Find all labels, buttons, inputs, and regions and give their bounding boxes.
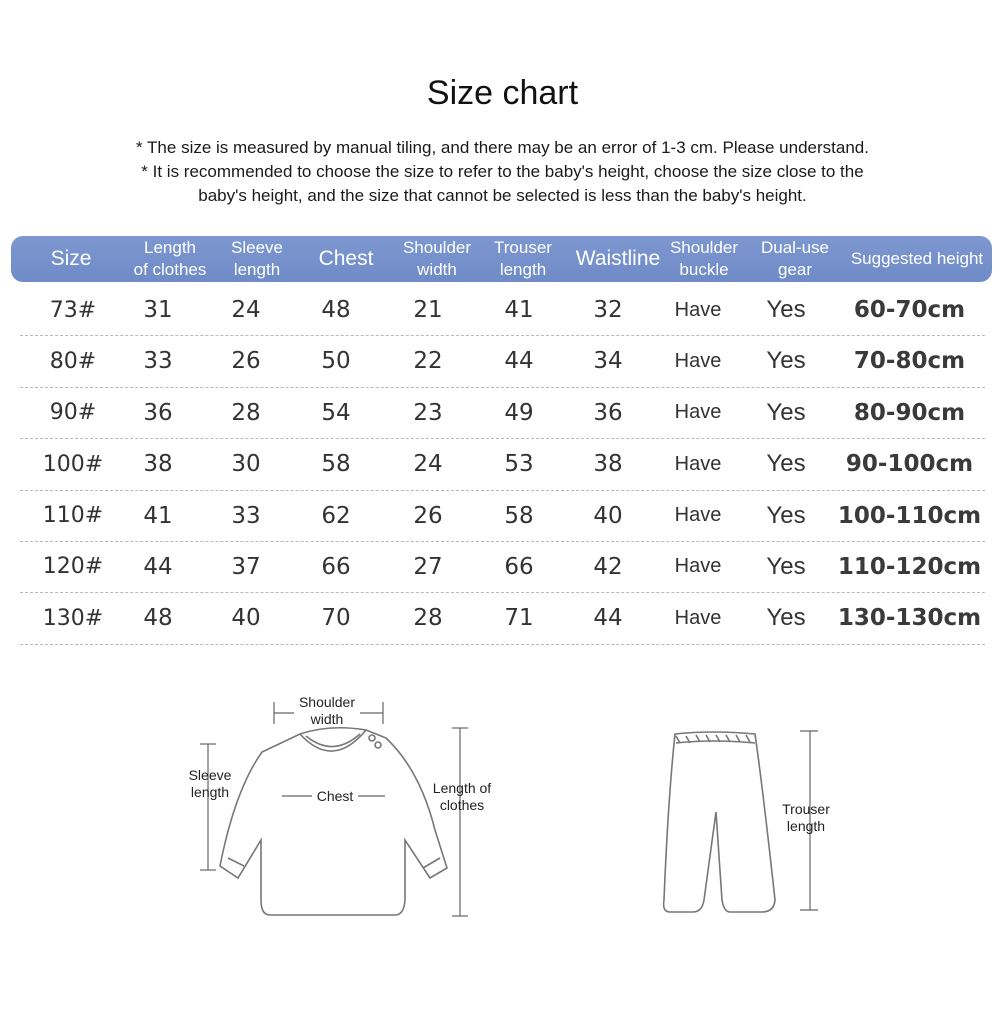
table-cell: 24: [413, 451, 443, 478]
table-cell: Have: [674, 452, 722, 475]
table-cell: 130-130cm: [837, 605, 982, 632]
header-label-line-2: of clothes: [133, 260, 207, 279]
chest-label: Chest: [316, 788, 354, 804]
table-cell: 66: [321, 553, 351, 580]
length-of-clothes-label: Length of clothes: [432, 780, 492, 813]
table-cell: 40: [593, 502, 623, 529]
table-cell: Have: [674, 349, 722, 372]
table-cell: 66: [504, 553, 534, 580]
shirt-illustration: [220, 728, 447, 915]
table-cell: 70: [321, 605, 351, 632]
table-cell: 44: [593, 605, 623, 632]
table-cell: 40: [231, 605, 261, 632]
table-cell: 33: [143, 348, 173, 375]
table-cell: Yes: [766, 501, 806, 529]
table-cell: 36: [143, 399, 173, 426]
header-label-line-1: Trouser: [494, 238, 552, 257]
table-cell: 120#: [42, 554, 104, 580]
table-cell: 100#: [42, 451, 104, 477]
table-cell: 100-110cm: [837, 502, 982, 529]
table-cell: Yes: [766, 296, 806, 323]
header-label-line-1: Dual-use: [760, 238, 830, 257]
table-cell: 90-100cm: [845, 451, 974, 478]
header-label-line-2: gear: [777, 260, 813, 279]
table-cell: 44: [504, 348, 534, 375]
table-cell: 80-90cm: [853, 399, 966, 426]
table-cell: 48: [143, 605, 173, 632]
table-cell: Yes: [766, 347, 806, 375]
table-cell: 90#: [49, 400, 97, 426]
header-label-line-1: Shoulder: [402, 238, 472, 257]
shoulder-width-label: Shoulder width: [298, 694, 356, 727]
table-cell: 38: [143, 451, 173, 478]
table-cell: Have: [674, 298, 722, 321]
table-cell: 62: [321, 502, 351, 529]
table-cell: 60-70cm: [853, 297, 966, 323]
page-title: Size chart: [426, 74, 579, 112]
table-cell: 54: [321, 399, 351, 426]
table-cell: 50: [321, 348, 351, 375]
table-cell: 49: [504, 399, 534, 426]
table-cell: 58: [321, 451, 351, 478]
table-cell: 130#: [42, 605, 104, 631]
table-cell: 28: [231, 399, 261, 426]
table-cell: 110#: [42, 503, 104, 529]
table-cell: 48: [321, 297, 351, 323]
table-cell: Yes: [766, 604, 806, 632]
note-line-3: baby's height, and the size that cannot be selected is less than the baby's height.: [198, 186, 807, 205]
table-cell: 41: [504, 297, 534, 323]
trouser-length-label: Trouser length: [782, 801, 830, 834]
table-cell: 110-120cm: [837, 553, 982, 580]
table-cell: Yes: [766, 552, 806, 580]
table-cell: 26: [413, 502, 443, 529]
header-label-line-1: Chest: [318, 247, 374, 270]
table-cell: 37: [231, 553, 261, 580]
table-cell: 28: [413, 605, 443, 632]
table-cell: 36: [593, 399, 623, 426]
note-line-1: * The size is measured by manual tiling, and there may be an error of 1-3 cm. Please understand.: [136, 138, 869, 157]
header-label-line-2: length: [499, 260, 547, 279]
table-cell: Have: [674, 504, 722, 527]
table-cell: 27: [413, 553, 443, 580]
table-cell: 44: [143, 553, 173, 580]
table-cell: 38: [593, 451, 623, 478]
note-line-2: * It is recommended to choose the size to refer to the baby's height, choose the size close to the: [141, 162, 864, 181]
sleeve-length-label: Sleeve length: [188, 767, 232, 800]
table-cell: 30: [231, 451, 261, 478]
header-label-line-2: length: [233, 260, 281, 279]
pants-illustration: [664, 732, 775, 912]
table-cell: 70-80cm: [853, 348, 966, 375]
table-cell: 71: [504, 605, 534, 632]
table-cell: Yes: [766, 398, 806, 426]
table-cell: 58: [504, 502, 534, 529]
header-label-line-1: Waistline: [575, 247, 661, 270]
table-cell: 31: [143, 297, 173, 323]
header-label-line-2: width: [417, 260, 457, 279]
header-label-line-1: Size: [50, 247, 92, 270]
header-label-line-2: buckle: [679, 260, 729, 279]
table-cell: 34: [593, 348, 623, 375]
header-label-line-1: Shoulder: [669, 238, 739, 257]
header-label-line-1: Length: [144, 238, 196, 257]
header-label-line-1: Suggested height: [850, 249, 984, 268]
table-cell: 42: [593, 553, 623, 580]
table-cell: 26: [231, 348, 261, 375]
table-cell: 24: [231, 297, 261, 323]
table-cell: 21: [413, 297, 443, 323]
table-cell: 73#: [49, 297, 97, 323]
table-cell: 33: [231, 502, 261, 529]
table-cell: 32: [593, 297, 623, 323]
table-cell: 53: [504, 451, 534, 478]
header-label-line-1: Sleeve: [231, 238, 283, 257]
table-cell: Have: [674, 555, 722, 578]
table-cell: 22: [413, 348, 443, 375]
table-cell: 41: [143, 502, 173, 529]
table-cell: 80#: [49, 348, 97, 374]
table-cell: Have: [674, 606, 722, 629]
table-cell: Yes: [766, 450, 806, 478]
table-cell: Have: [674, 401, 722, 424]
table-cell: 23: [413, 399, 443, 426]
